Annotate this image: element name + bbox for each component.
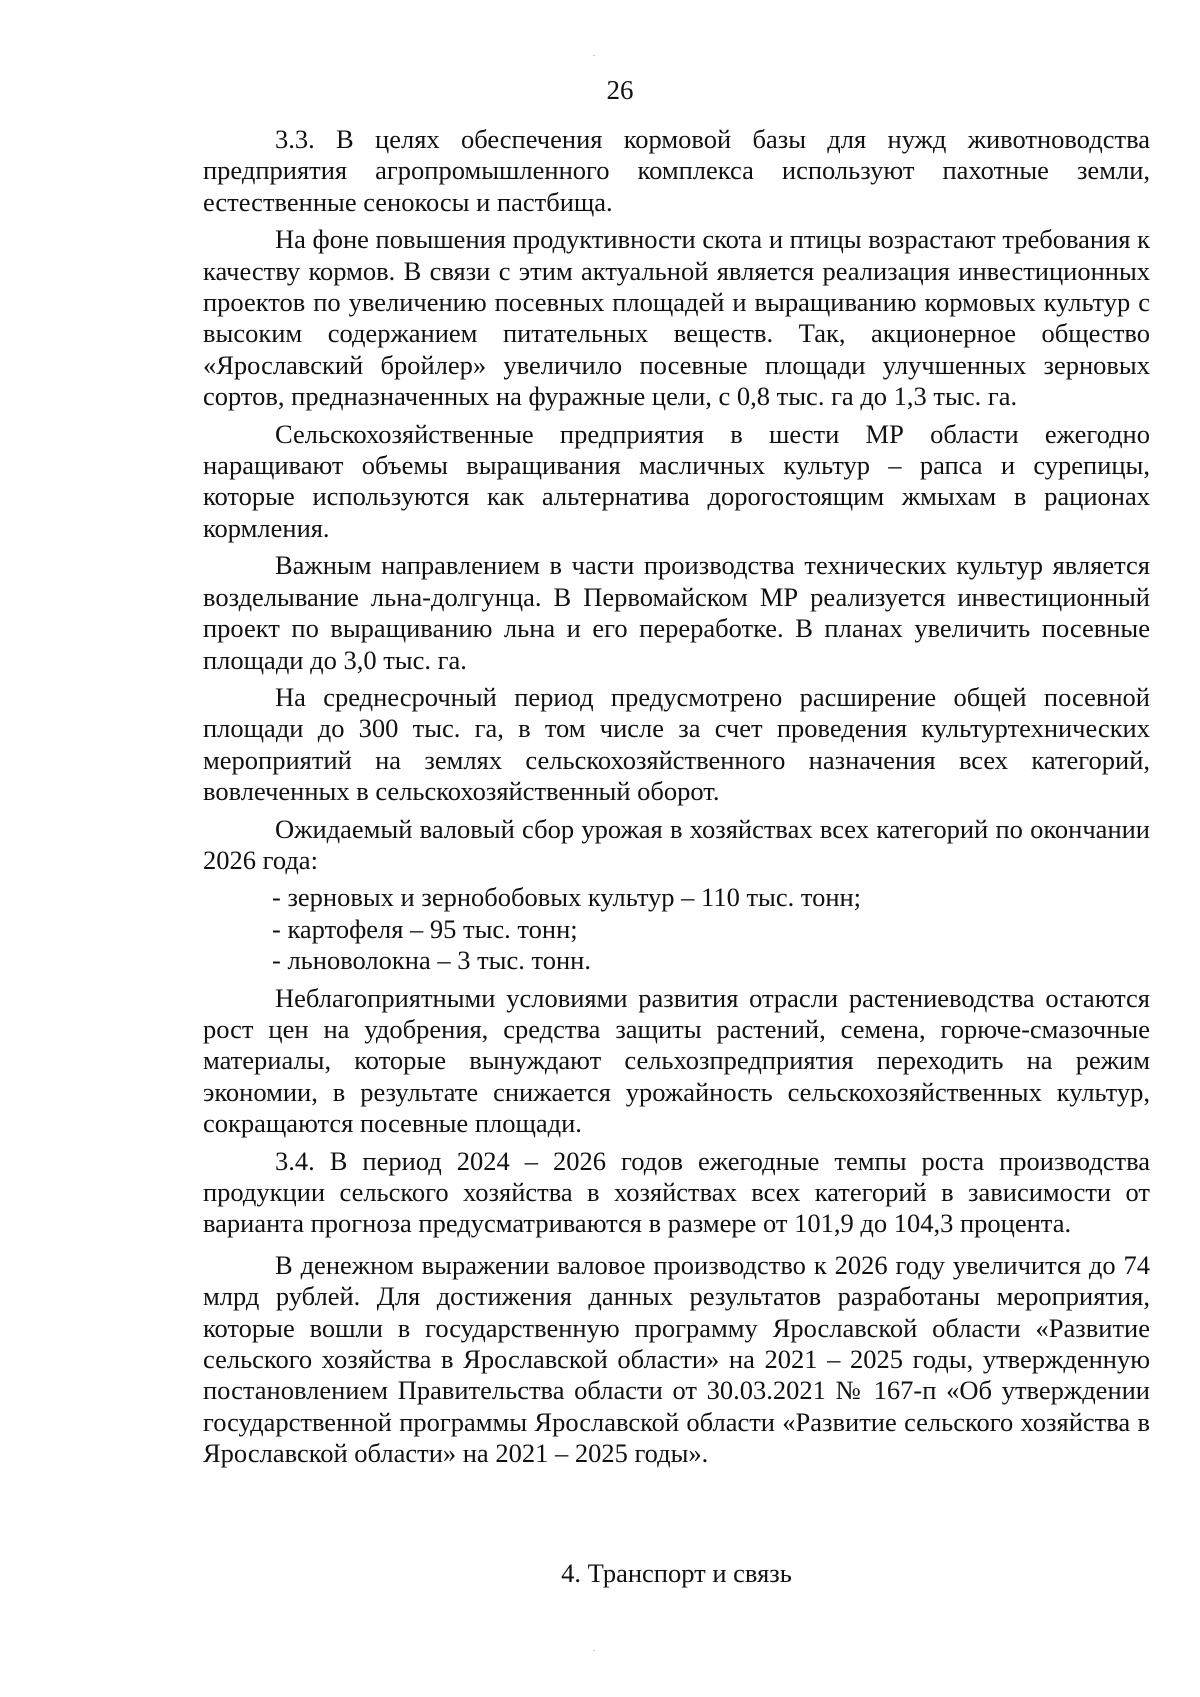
paragraph-3-3: 3.3. В целях обеспечения кормовой базы для нужд животноводства предприятия агропромышленного комплекса используют пахотные земли, естественные сенокосы и пастбища.: [203, 124, 1150, 217]
scan-mark-top: [593, 55, 595, 56]
paragraph-expected-harvest: Ожидаемый валовый сбор урожая в хозяйствах всех категорий по окончании 2026 года:: [203, 813, 1150, 875]
document-body: [203, 124, 1150, 1470]
list-item: - зерновых и зернобобовых культур – 110 тыс. тонн;: [272, 882, 862, 913]
list-item: - картофеля – 95 тыс. тонн;: [272, 913, 578, 944]
harvest-list: [203, 882, 1150, 976]
paragraph-oil-crops: Сельскохозяйственные предприятия в шести МР области ежегодно наращивают объемы выращивания масличных культур – рапса и сурепицы, которые используются как альтернатива дорогостоящим жмыхам в рационах кормления.: [203, 418, 1150, 543]
paragraph-monetary: В денежном выражении валовое производство к 2026 году увеличится до 74 млрд рублей. Для достижения данных результатов разработаны мероприятия, которые вошли в государственную программу Ярославской области «Развитие сельского хозяйства в Ярославской области» на 2021 – 2025 годы, утвержденную постановлением Правительства области от 30.03.2021 № 167-п «Об утверждении государственной программы Ярославской области «Развитие сельского хозяйства в Ярославской области» на 2021 – 2025 годы».: [203, 1249, 1150, 1469]
scan-mark-bottom: [593, 1650, 595, 1651]
paragraph-flax: Важным направлением в части производства технических культур является возделывание льна-долгунца. В Первомайском МР реализуется инвестиционный проект по выращиванию льна и его переработке. В планах увеличить посевные площади до 3,0 тыс. га.: [203, 550, 1150, 675]
section-heading: 4. Транспорт и связь: [561, 1558, 792, 1588]
paragraph-feed-requirements: На фоне повышения продуктивности скота и птицы возрастают требования к качеству кормов. В связи с этим актуальной является реализация инвестиционных проектов по увеличению посевных площадей и выращиванию кормовых культур с высоким содержанием питательных веществ. Так, акционерное общество «Ярославский бройлер» увеличило посевные площади улучшенных зерновых сортов, предназначенных на фуражные цели, с 0,8 тыс. га до 1,3 тыс. га.: [203, 224, 1150, 412]
list-item: - льноволокна – 3 тыс. тонн.: [272, 945, 591, 976]
page-number: 26: [606, 75, 634, 105]
paragraph-sown-area: На среднесрочный период предусмотрено расширение общей посевной площади до 300 тыс. га, в том числе за счет проведения культуртехнических мероприятий на землях сельскохозяйственного назначения всех категорий, вовлеченных в сельскохозяйственный оборот.: [203, 681, 1150, 807]
paragraph-3-4: 3.4. В период 2024 – 2026 годов ежегодные темпы роста производства продукции сельского хозяйства в хозяйствах всех категорий в зависимости от варианта прогноза предусматриваются в размере от 101,9 до 104,3 процента.: [203, 1145, 1150, 1239]
paragraph-unfavorable-conditions: Неблагоприятными условиями развития отрасли растениеводства остаются рост цен на удобрения, средства защиты растений, семена, горюче-смазочные материалы, которые вынуждают сельхозпредприятия переходить на режим экономии, в результате снижается урожайность сельскохозяйственных культур, сокращаются посевные площади.: [203, 982, 1150, 1139]
